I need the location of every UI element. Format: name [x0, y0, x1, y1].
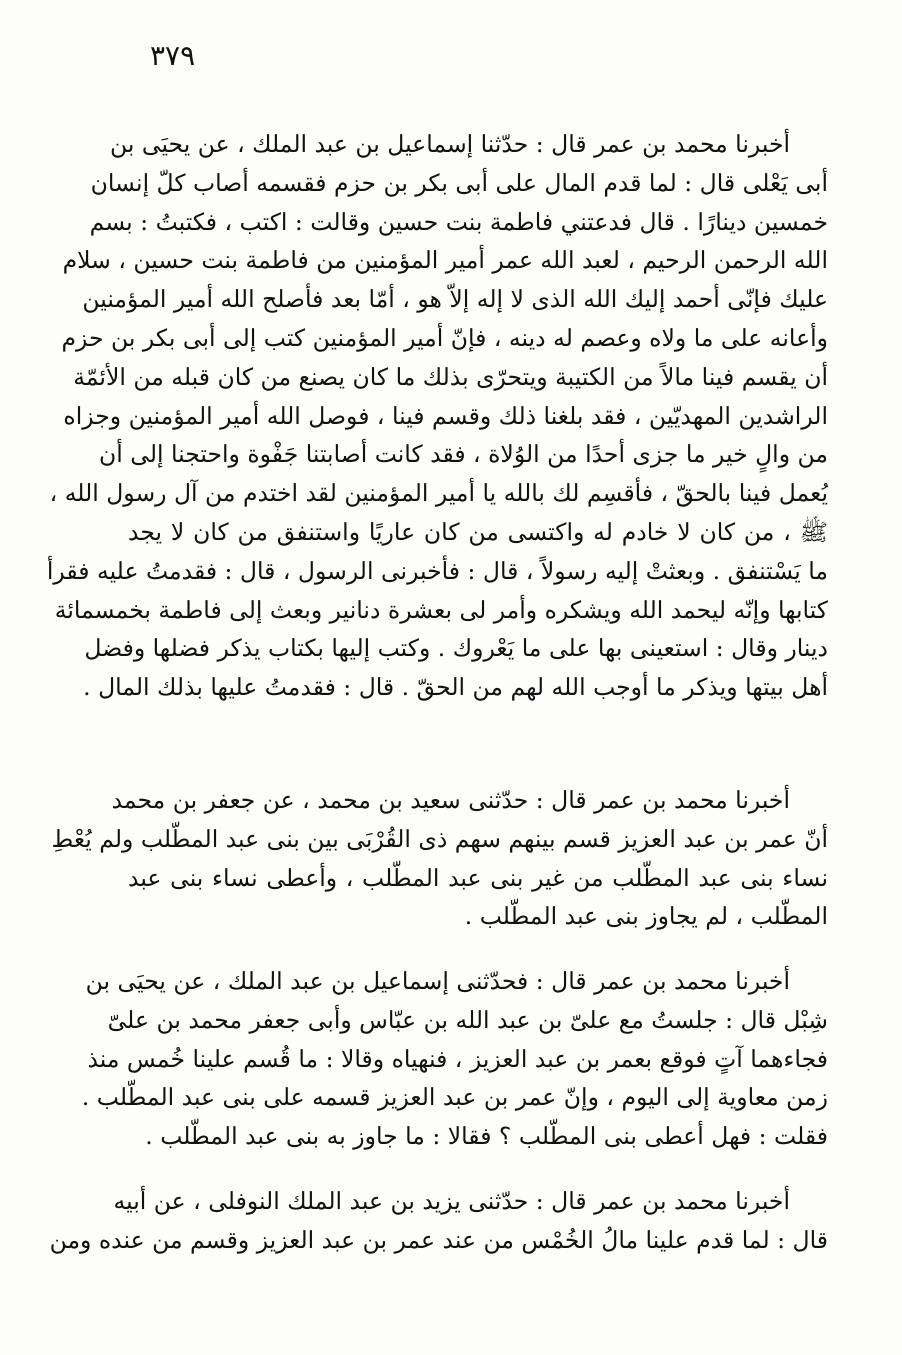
text-line: كتابها وإنّه ليحمد الله ويشكره وأمر لى بعشرة دنانير وبعث إلى فاطمة بخمسمائة — [54, 595, 828, 624]
text-line: فقلت : فهل أعطى بنى المطّلب ؟ فقالا : ما جاوز به بنى عبد المطّلب . — [145, 1122, 828, 1151]
text-line: أخبرنا محمد بن عمر قال : حدّثنى سعيد بن محمد ، عن جعفر بن محمد — [111, 786, 790, 814]
text-line: الله الرحمن الرحيم ، لعبد الله عمر أمير المؤمنين من فاطمة بنت حسين ، سلام — [62, 246, 828, 275]
text-line: من والٍ خير ما جزى أحدًا من الوُلاة ، فقد كانت أصابتنا جَفْوة واحتجنا إلى أن — [98, 440, 828, 469]
text-line: ﷺ ، من كان لا خادم له واكتسى من كان عاريًا واستنفق من كان لا يجد — [128, 517, 828, 546]
text-line: دينار وقال : استعينى بها على ما يَعْروك . وكتب إليها بكتاب يذكر فضلها وفضل — [84, 634, 828, 663]
text-line: المطّلب ، لم يجاوز بنى عبد المطّلب . — [464, 902, 828, 931]
text-line: شِبْل قال : جلستُ مع علىّ بن عبد الله بن عبّاس وأبى جعفر محمد بن علىّ — [107, 1005, 828, 1034]
paragraph-2 — [51, 781, 828, 936]
text-line: أخبرنا محمد بن عمر قال : حدّثنا إسماعيل بن عبد الملك ، عن يحيَى بن — [109, 130, 790, 158]
text-line: فجاءهما آتٍ فوقع بعمر بن عبد العزيز ، فنهياه وقالا : ما قُسم علينا خُمس منذ — [87, 1044, 828, 1073]
text-line: أهل بيتها ويذكر ما أوجب الله لهم من الحقّ . قال : فقدمتُ عليها بذلك المال . — [83, 673, 828, 702]
text-line: نساء بنى عبد المطّلب من غير بنى عبد المطّلب ، وأعطى نساء بنى عبد — [128, 863, 828, 892]
text-line: الراشدين المهديّين ، فقد بلغنا ذلك وقسم فينا ، فوصل الله أمير المؤمنين وجزاه — [63, 401, 828, 430]
text-line: أنّ عمر بن عبد العزيز قسم بينهم سهم ذى القُرْبَى بين بنى عبد المطّلب ولم يُعْطِ — [51, 824, 828, 853]
text-line: أخبرنا محمد بن عمر قال : حدّثنى يزيد بن عبد الملك النوفلى ، عن أبيه — [113, 1187, 790, 1215]
text-line: يُعمل فينا بالحقّ ، فأقسِم لك بالله يا أمير المؤمنين لقد اختدم من آل رسول الله ، — [49, 479, 828, 508]
paragraph-3 — [81, 962, 828, 1156]
text-line: زمن معاوية إلى اليوم ، وإنّ عمر بن عبد العزيز قسمه على بنى عبد المطّلب . — [81, 1083, 828, 1112]
text-line: قال : لما قدم علينا مالُ الخُمْس من عند عمر بن عبد العزيز وقسم من عنده ومن — [49, 1225, 828, 1254]
page-number: ٣٧٩ — [150, 39, 196, 72]
text-line: أخبرنا محمد بن عمر قال : فحدّثنى إسماعيل بن عبد الملك ، عن يحيَى بن — [85, 967, 790, 995]
paragraph-1 — [46, 125, 828, 707]
text-line: أن يقسم فينا مالاً من الكتيبة ويتحرّى بذلك ما كان يصنع من كان قبله من الأئمّة — [73, 362, 828, 391]
text-line: ما يَسْتنفق . وبعثتْ إليه رسولاً ، قال : فأخبرنى الرسول ، قال : فقدمتُ عليه فقرأ — [46, 556, 828, 585]
paragraph-4 — [49, 1182, 828, 1260]
text-line: أبى يَعْلى قال : لما قدم المال على أبى بكر بن حزم فقسمه أصاب كلّ إنسان — [90, 168, 828, 197]
text-line: عليك فإنّى أحمد إليك الله الذى لا إله إلاّ هو ، أمّا بعد فأصلح الله أمير المؤمنين — [82, 285, 828, 314]
text-line: خمسين دينارًا . قال فدعتني فاطمة بنت حسين وقالت : اكتب ، فكتبتُ : بسم — [89, 207, 828, 236]
text-line: وأعانه على ما ولاه وعصم له دينه ، فإنّ أمير المؤمنين كتب إلى أبى بكر بن حزم — [61, 323, 828, 352]
